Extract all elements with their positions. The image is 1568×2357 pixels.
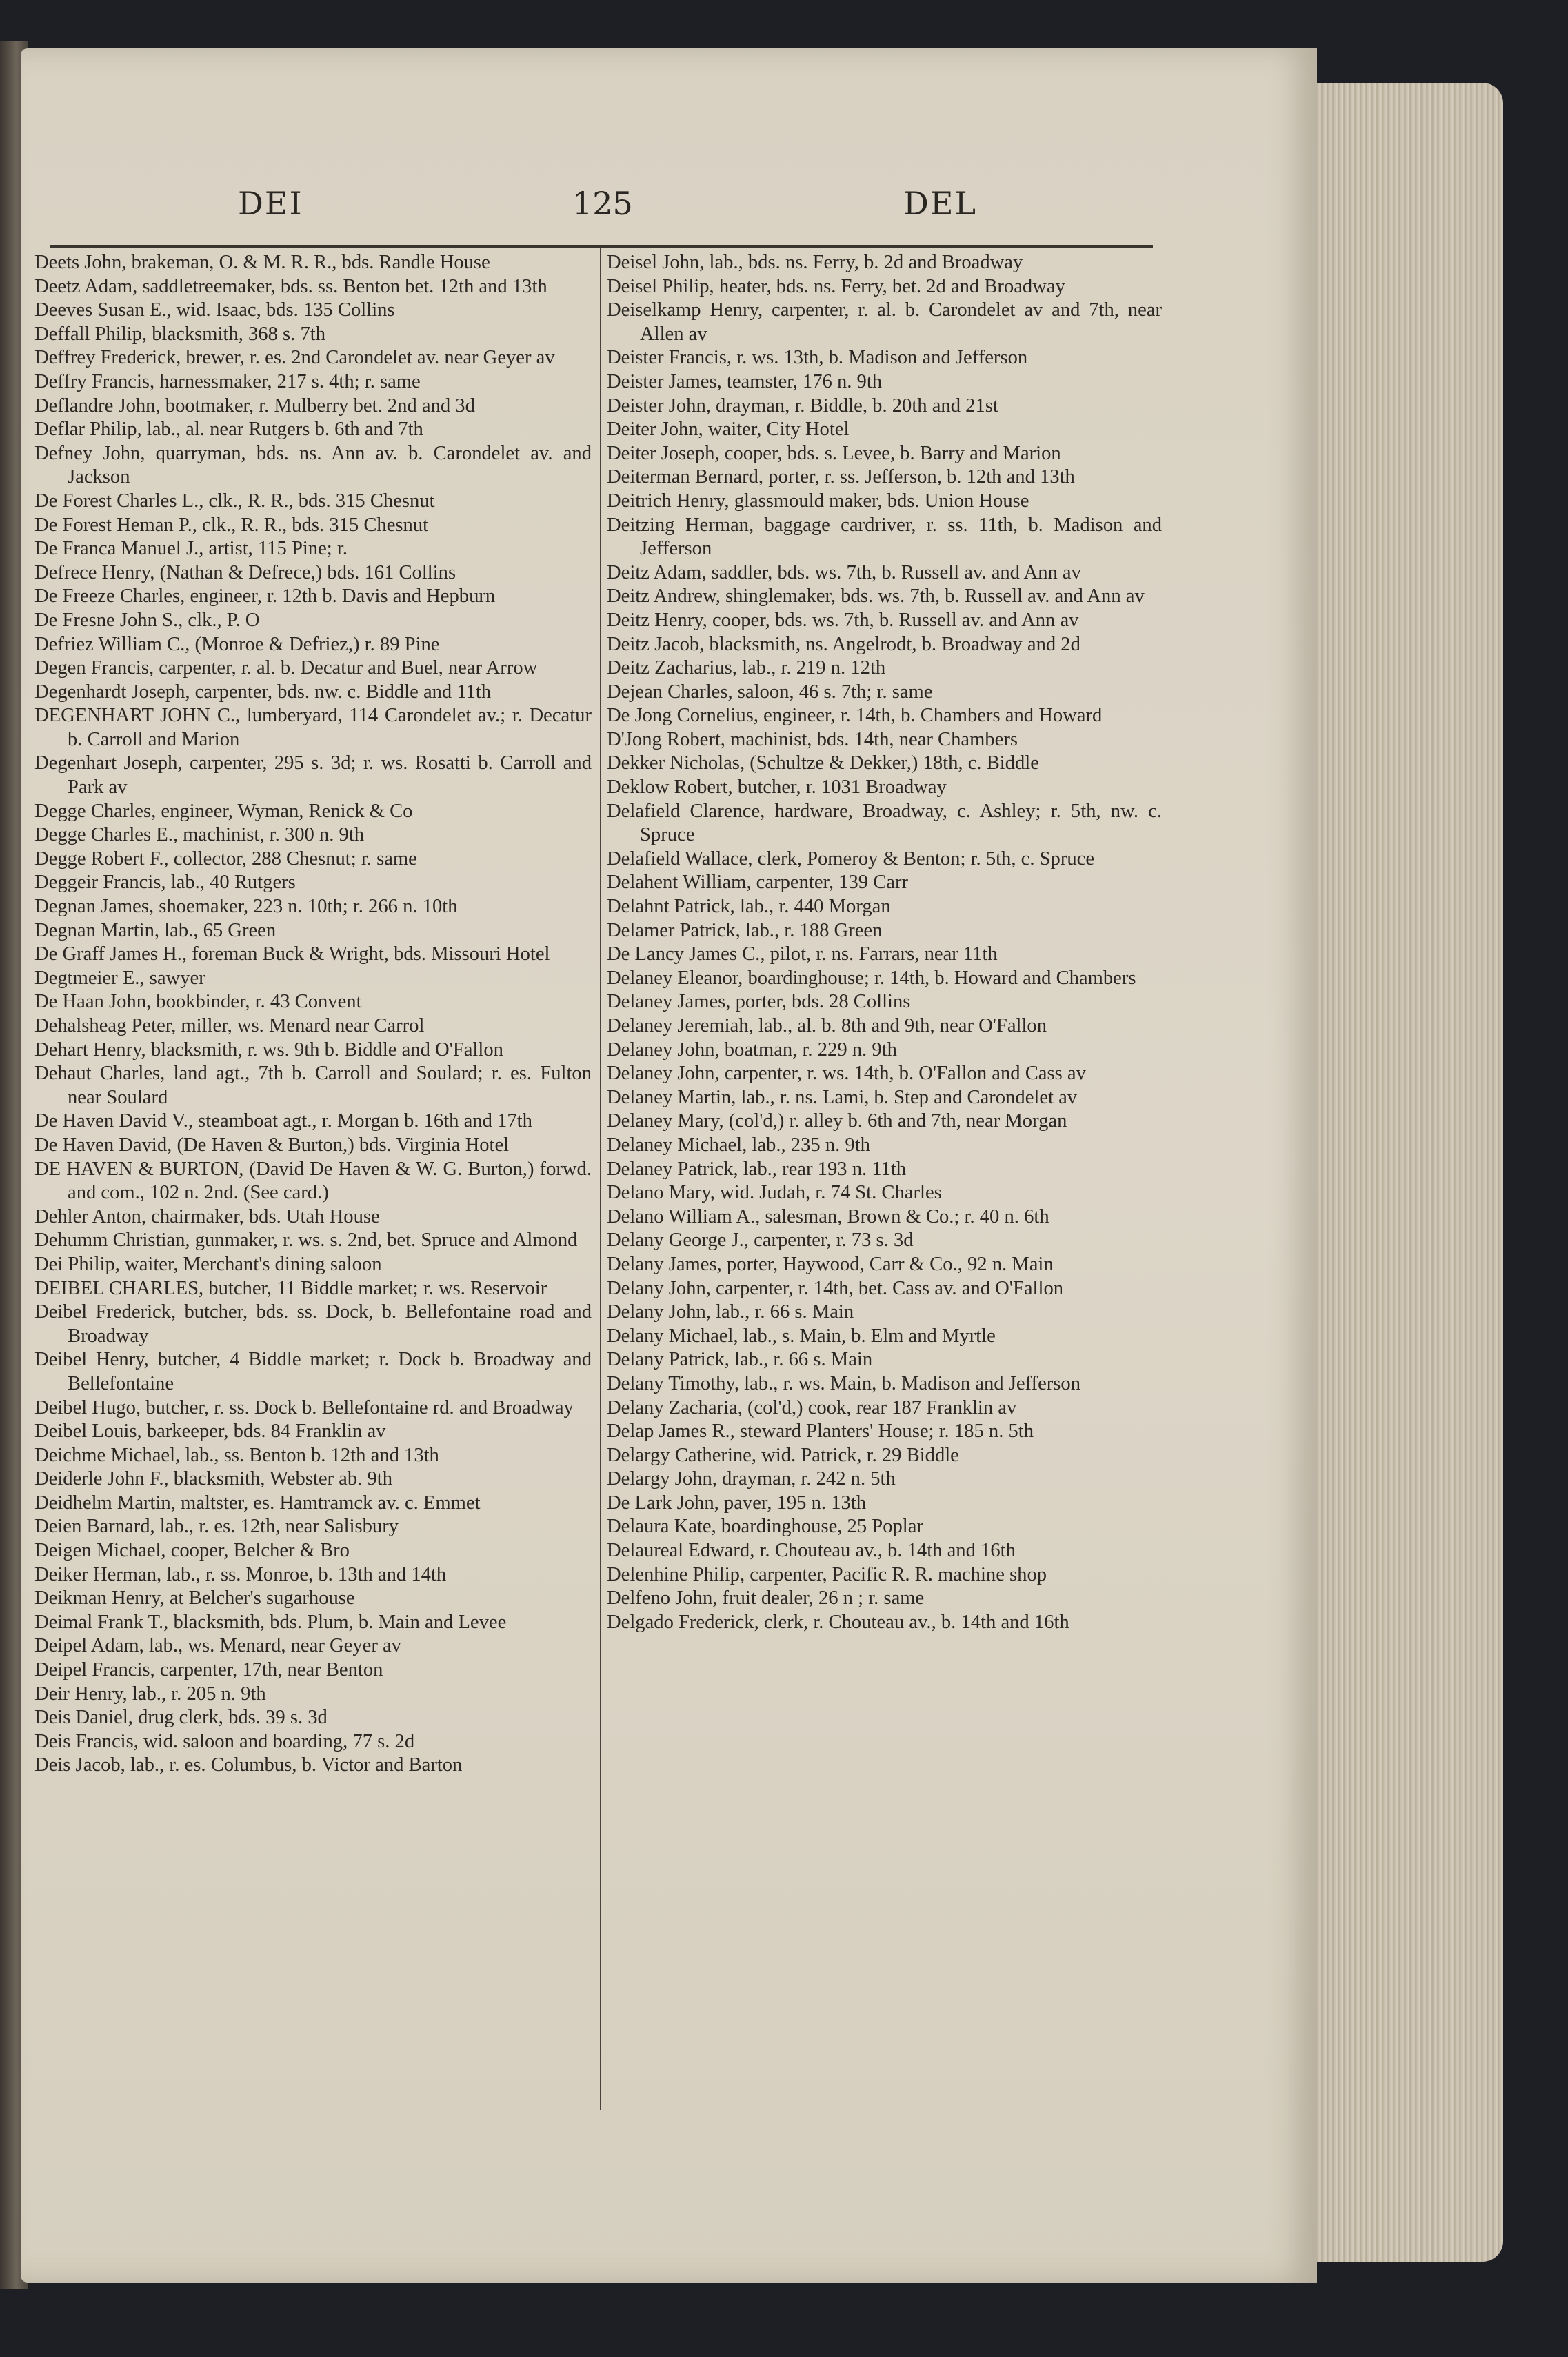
directory-entry: Delaney Martin, lab., r. ns. Lami, b. Step and Carondelet av: [607, 1086, 1078, 1108]
directory-entry: Dekker Nicholas, (Schultze & Dekker,) 18th, c. Biddle: [607, 752, 1039, 774]
directory-entry: Deister James, teamster, 176 n. 9th: [607, 370, 883, 392]
directory-entry: Deiterman Bernard, porter, r. ss. Jefferson, b. 12th and 13th: [607, 466, 1075, 488]
directory-entry: DEIBEL CHARLES, butcher, 11 Biddle market; r. ws. Reservoir: [34, 1277, 547, 1299]
directory-entry: Degenhardt Joseph, carpenter, bds. nw. c. Biddle and 11th: [34, 681, 492, 703]
directory-entry: Dehumm Christian, gunmaker, r. ws. s. 2nd, bet. Spruce and Almond: [34, 1230, 578, 1252]
directory-entry: Delaney John, boatman, r. 229 n. 9th: [607, 1039, 897, 1061]
directory-entry: Delaney Mary, (col'd,) r. alley b. 6th and 7th, near Morgan: [607, 1110, 1067, 1132]
directory-entry: Deitz Andrew, shinglemaker, bds. ws. 7th, b. Russell av. and Ann av: [607, 585, 1145, 608]
directory-entry: De Haven David V., steamboat agt., r. Morgan b. 16th and 17th: [34, 1110, 532, 1132]
directory-entry: Deis Daniel, drug clerk, bds. 39 s. 3d: [34, 1707, 328, 1729]
directory-entry: Deetz Adam, saddletreemaker, bds. ss. Benton bet. 12th and 13th: [34, 275, 547, 297]
directory-entry: Defrece Henry, (Nathan & Defrece,) bds. 161 Collins: [34, 561, 456, 583]
directory-entry: Deggeir Francis, lab., 40 Rutgers: [34, 872, 296, 894]
directory-entry: De Haan John, bookbinder, r. 43 Convent: [34, 991, 362, 1013]
directory-entry: D'Jong Robert, machinist, bds. 14th, near Chambers: [607, 728, 1018, 750]
directory-entry: Delano Mary, wid. Judah, r. 74 St. Charles: [607, 1182, 942, 1204]
directory-entry: Degenhart Joseph, carpenter, 295 s. 3d; r. ws. Rosatti b. Carroll and Park av: [34, 752, 592, 799]
directory-entry: Delargy John, drayman, r. 242 n. 5th: [607, 1468, 896, 1490]
directory-entry: Delap James R., steward Planters' House; r. 185 n. 5th: [607, 1421, 1034, 1443]
directory-entry: Deets John, brakeman, O. & M. R. R., bds. Randle House: [34, 252, 490, 273]
directory-entry: De Forest Heman P., clk., R. R., bds. 315 Chesnut: [34, 514, 429, 536]
directory-entry: Deipel Francis, carpenter, 17th, near Benton: [34, 1659, 383, 1681]
right-column: [607, 251, 1162, 1634]
directory-entry: Delany Timothy, lab., r. ws. Main, b. Madison and Jefferson: [607, 1372, 1081, 1394]
directory-entry: De Fresne John S., clk., P. O: [34, 609, 260, 631]
directory-entry: Deiderle John F., blacksmith, Webster ab. 9th: [34, 1468, 393, 1490]
directory-entry: Deflandre John, bootmaker, r. Mulberry bet. 2nd and 3d: [34, 394, 475, 417]
directory-entry: Deien Barnard, lab., r. es. 12th, near Salisbury: [34, 1516, 399, 1538]
directory-entry: Delaney Patrick, lab., rear 193 n. 11th: [607, 1158, 907, 1180]
directory-entry: Deeves Susan E., wid. Isaac, bds. 135 Collins: [34, 299, 395, 321]
directory-entry: Deipel Adam, lab., ws. Menard, near Geyer av: [34, 1635, 401, 1657]
directory-entry: Delany John, carpenter, r. 14th, bet. Cass av. and O'Fallon: [607, 1277, 1064, 1299]
directory-entry: Delano William A., salesman, Brown & Co.; r. 40 n. 6th: [607, 1205, 1049, 1227]
directory-entry: Deichme Michael, lab., ss. Benton b. 12th and 13th: [34, 1444, 439, 1466]
directory-entry: Degge Robert F., collector, 288 Chesnut; r. same: [34, 847, 417, 870]
directory-entry: Deiter John, waiter, City Hotel: [607, 419, 850, 441]
directory-entry: Deimal Frank T., blacksmith, bds. Plum, b. Main and Levee: [34, 1611, 507, 1633]
directory-entry: Degnan Martin, lab., 65 Green: [34, 919, 277, 941]
page-stack-edge: [1296, 83, 1503, 2262]
directory-entry: Dehler Anton, chairmaker, bds. Utah House: [34, 1205, 380, 1227]
directory-entry: Deffrey Frederick, brewer, r. es. 2nd Carondelet av. near Geyer av: [34, 347, 555, 369]
directory-entry: Defney John, quarryman, bds. ns. Ann av. b. Carondelet av. and Jackson: [34, 442, 592, 488]
directory-entry: Deffall Philip, blacksmith, 368 s. 7th: [34, 323, 325, 345]
directory-entry: Deisel Philip, heater, bds. ns. Ferry, bet. 2d and Broadway: [607, 275, 1065, 297]
directory-entry: Delargy Catherine, wid. Patrick, r. 29 Biddle: [607, 1444, 959, 1466]
directory-entry: Deigen Michael, cooper, Belcher & Bro: [34, 1540, 350, 1562]
directory-entry: Delenhine Philip, carpenter, Pacific R. R. machine shop: [607, 1563, 1047, 1585]
directory-entry: Delgado Frederick, clerk, r. Chouteau av., b. 14th and 16th: [607, 1611, 1069, 1633]
directory-entry: De Forest Charles L., clk., R. R., bds. 315 Chesnut: [34, 490, 435, 512]
directory-entry: De Freeze Charles, engineer, r. 12th b. Davis and Hepburn: [34, 585, 496, 608]
directory-entry: Degen Francis, carpenter, r. al. b. Decatur and Buel, near Arrow: [34, 657, 538, 679]
directory-entry: Delaney John, carpenter, r. ws. 14th, b. O'Fallon and Cass av: [607, 1063, 1086, 1085]
directory-entry: Defriez William C., (Monroe & Defriez,) r. 89 Pine: [34, 633, 440, 655]
directory-entry: Deiselkamp Henry, carpenter, r. al. b. Carondelet av and 7th, near Allen av: [607, 299, 1162, 345]
left-guide-word: DEI: [238, 185, 303, 222]
column-divider: [600, 248, 601, 2110]
directory-entry: De Jong Cornelius, engineer, r. 14th, b. Chambers and Howard: [607, 705, 1103, 727]
directory-entry: Dejean Charles, saloon, 46 s. 7th; r. same: [607, 681, 933, 703]
directory-entry: Deiker Herman, lab., r. ss. Monroe, b. 13th and 14th: [34, 1563, 447, 1585]
directory-entry: DEGENHART JOHN C., lumberyard, 114 Carondelet av.; r. Decatur b. Carroll and Marion: [34, 705, 592, 750]
directory-entry: Deitzing Herman, baggage cardriver, r. ss. 11th, b. Madison and Jefferson: [607, 514, 1162, 560]
directory-entry: Delany John, lab., r. 66 s. Main: [607, 1301, 854, 1323]
directory-entry: Degtmeier E., sawyer: [34, 967, 205, 989]
directory-entry: Delaura Kate, boardinghouse, 25 Poplar: [607, 1516, 923, 1538]
directory-entry: Deitz Zacharius, lab., r. 219 n. 12th: [607, 657, 886, 679]
directory-entry: Delahnt Patrick, lab., r. 440 Morgan: [607, 896, 891, 918]
directory-entry: Deffry Francis, harnessmaker, 217 s. 4th; r. same: [34, 370, 421, 392]
directory-entry: Dei Philip, waiter, Merchant's dining saloon: [34, 1253, 382, 1275]
directory-entry: Deibel Hugo, butcher, r. ss. Dock b. Bellefontaine rd. and Broadway: [34, 1396, 574, 1418]
directory-entry: DE HAVEN & BURTON, (David De Haven & W. G. Burton,) forwd. and com., 102 n. 2nd. (See card.): [34, 1158, 592, 1204]
directory-entry: Deitz Jacob, blacksmith, ns. Angelrodt, b. Broadway and 2d: [607, 633, 1080, 655]
directory-entry: Deitrich Henry, glassmould maker, bds. Union House: [607, 490, 1029, 512]
directory-entry: Degnan James, shoemaker, 223 n. 10th; r. 266 n. 10th: [34, 896, 458, 918]
directory-entry: Deflar Philip, lab., al. near Rutgers b. 6th and 7th: [34, 419, 423, 441]
header-rule: [50, 245, 1153, 248]
directory-entry: Deister John, drayman, r. Biddle, b. 20th and 21st: [607, 394, 998, 417]
directory-entry: Dehaut Charles, land agt., 7th b. Carroll and Soulard; r. es. Fulton near Soulard: [34, 1063, 592, 1108]
directory-entry: Deis Francis, wid. saloon and boarding, 77 s. 2d: [34, 1730, 415, 1752]
directory-entry: Delaney Jeremiah, lab., al. b. 8th and 9th, near O'Fallon: [607, 1015, 1047, 1036]
directory-entry: Delaney Michael, lab., 235 n. 9th: [607, 1134, 870, 1156]
directory-entry: Delany James, porter, Haywood, Carr & Co., 92 n. Main: [607, 1253, 1054, 1275]
directory-entry: De Graff James H., foreman Buck & Wright, bds. Missouri Hotel: [34, 943, 550, 965]
directory-entry: Delfeno John, fruit dealer, 26 n ; r. same: [607, 1587, 925, 1609]
directory-entry: Deiter Joseph, cooper, bds. s. Levee, b. Barry and Marion: [607, 442, 1061, 464]
directory-entry: De Lark John, paver, 195 n. 13th: [607, 1492, 867, 1514]
directory-entry: De Lancy James C., pilot, r. ns. Farrars, near 11th: [607, 943, 998, 965]
right-guide-word: DEL: [903, 185, 978, 222]
directory-entry: Deibel Louis, barkeeper, bds. 84 Franklin av: [34, 1421, 386, 1443]
directory-entry: Delahent William, carpenter, 139 Carr: [607, 872, 909, 894]
directory-entry: Deister Francis, r. ws. 13th, b. Madison and Jefferson: [607, 347, 1028, 369]
directory-entry: Deidhelm Martin, maltster, es. Hamtramck av. c. Emmet: [34, 1492, 481, 1514]
directory-entry: Degge Charles, engineer, Wyman, Renick & Co: [34, 800, 413, 822]
directory-entry: Dehart Henry, blacksmith, r. ws. 9th b. Biddle and O'Fallon: [34, 1039, 503, 1061]
directory-entry: Delany Zacharia, (col'd,) cook, rear 187 Franklin av: [607, 1396, 1017, 1418]
directory-entry: De Franca Manuel J., artist, 115 Pine; r.: [34, 538, 348, 560]
directory-entry: Deir Henry, lab., r. 205 n. 9th: [34, 1683, 266, 1705]
directory-entry: Deibel Henry, butcher, 4 Biddle market; r. Dock b. Broadway and Bellefontaine: [34, 1349, 592, 1394]
directory-entry: Deis Jacob, lab., r. es. Columbus, b. Victor and Barton: [34, 1754, 463, 1776]
page-header: [21, 185, 1317, 226]
directory-entry: Delaney James, porter, bds. 28 Collins: [607, 991, 911, 1013]
directory-entry: De Haven David, (De Haven & Burton,) bds. Virginia Hotel: [34, 1134, 510, 1156]
directory-entry: Degge Charles E., machinist, r. 300 n. 9th: [34, 824, 365, 846]
directory-entry: Delaney Eleanor, boardinghouse; r. 14th, b. Howard and Chambers: [607, 967, 1136, 989]
directory-entry: Delany George J., carpenter, r. 73 s. 3d: [607, 1230, 914, 1252]
page-number: 125: [572, 185, 633, 222]
directory-entry: Delany Michael, lab., s. Main, b. Elm and Myrtle: [607, 1325, 996, 1347]
left-column: [34, 251, 592, 1778]
directory-entry: Delamer Patrick, lab., r. 188 Green: [607, 919, 883, 941]
directory-entry: Deklow Robert, butcher, r. 1031 Broadway: [607, 776, 947, 799]
directory-entry: Delafield Clarence, hardware, Broadway, c. Ashley; r. 5th, nw. c. Spruce: [607, 800, 1162, 846]
directory-entry: Dehalsheag Peter, miller, ws. Menard near Carrol: [34, 1015, 425, 1036]
directory-entry: Delafield Wallace, clerk, Pomeroy & Benton; r. 5th, c. Spruce: [607, 847, 1095, 870]
directory-entry: Deikman Henry, at Belcher's sugarhouse: [34, 1587, 355, 1609]
directory-entry: Delaureal Edward, r. Chouteau av., b. 14th and 16th: [607, 1540, 1016, 1562]
directory-entry: Deisel John, lab., bds. ns. Ferry, b. 2d and Broadway: [607, 252, 1023, 273]
directory-entry: Deitz Henry, cooper, bds. ws. 7th, b. Russell av. and Ann av: [607, 609, 1079, 631]
directory-entry: Delany Patrick, lab., r. 66 s. Main: [607, 1349, 873, 1371]
directory-entry: Deibel Frederick, butcher, bds. ss. Dock, b. Bellefontaine road and Broadway: [34, 1301, 592, 1347]
directory-entry: Deitz Adam, saddler, bds. ws. 7th, b. Russell av. and Ann av: [607, 561, 1081, 583]
